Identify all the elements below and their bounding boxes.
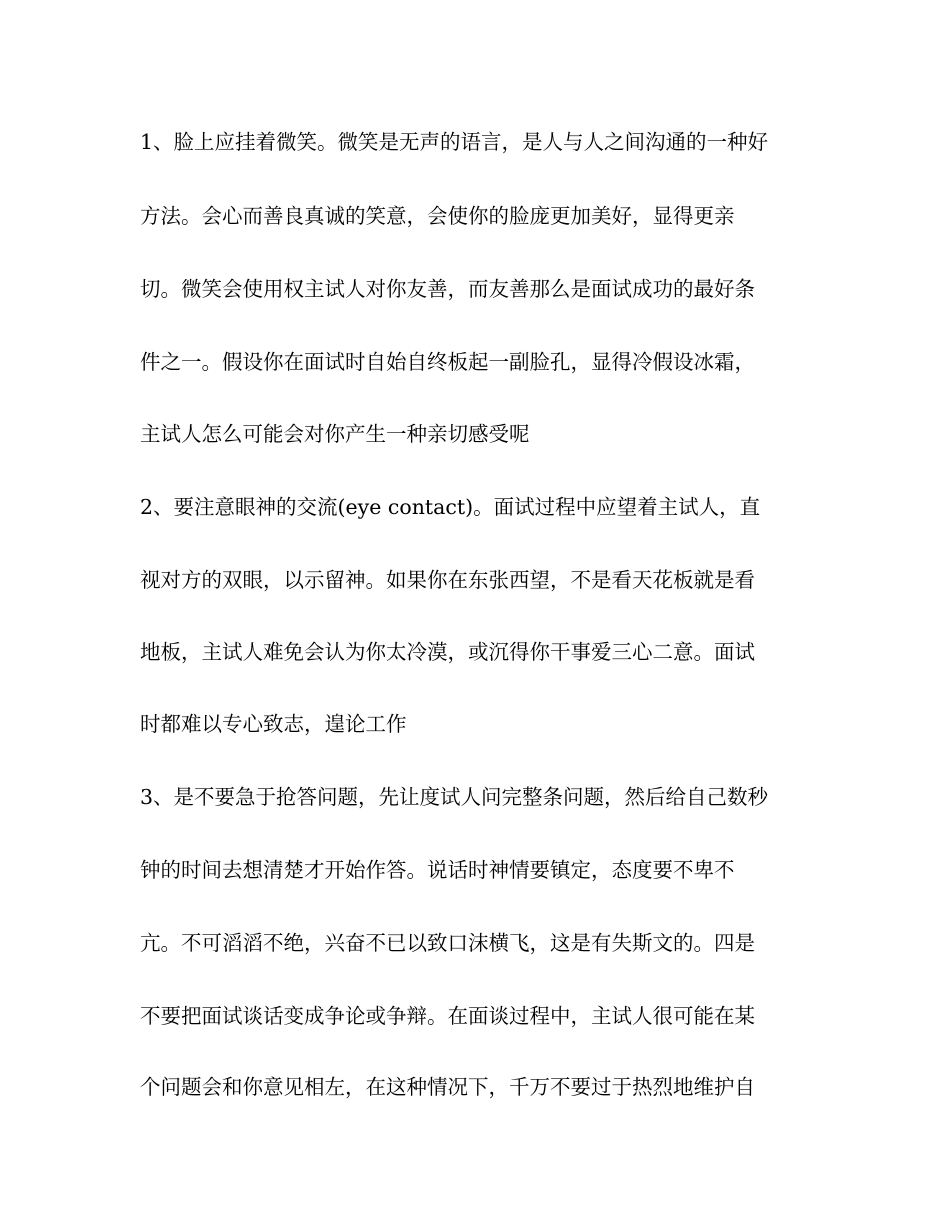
text-line: 方法。会心而善良真诚的笑意，会使你的脸庞更加美好，显得更亲 (140, 204, 735, 228)
text-line: 视对方的双眼，以示留神。如果你在东张西望，不是看天花板就是看 (140, 568, 755, 592)
text-line: 不要把面试谈话变成争论或争辩。在面谈过程中，主试人很可能在某 (140, 1004, 755, 1028)
text-line: 2、要注意眼神的交流(eye contact)。面试过程中应望着主试人，直 (140, 495, 761, 519)
text-line: 件之一。假设你在面试时自始自终板起一副脸孔，显得冷假设冰霜， (140, 350, 755, 374)
text-line: 钟的时间去想清楚才开始作答。说话时神情要镇定，态度要不卑不 (140, 858, 735, 882)
text-line: 主试人怎么可能会对你产生一种亲切感受呢 (140, 422, 530, 446)
text-line: 1、脸上应挂着微笑。微笑是无声的语言，是人与人之间沟通的一种好 (140, 130, 769, 154)
text-line: 3、是不要急于抢答问题，先让度试人问完整条问题，然后给自己数秒 (140, 785, 769, 809)
text-line: 个问题会和你意见相左，在这种情况下，千万不要过于热烈地维护自 (140, 1075, 755, 1099)
text-line: 时都难以专心致志，遑论工作 (140, 712, 407, 736)
text-line: 亢。不可滔滔不绝，兴奋不已以致口沫横飞，这是有失斯文的。四是 (140, 931, 755, 955)
text-line: 切。微笑会使用权主试人对你友善，而友善那么是面试成功的最好条 (140, 277, 755, 301)
text-line: 地板，主试人难免会认为你太冷漠，或沉得你干事爱三心二意。面试 (140, 640, 755, 664)
